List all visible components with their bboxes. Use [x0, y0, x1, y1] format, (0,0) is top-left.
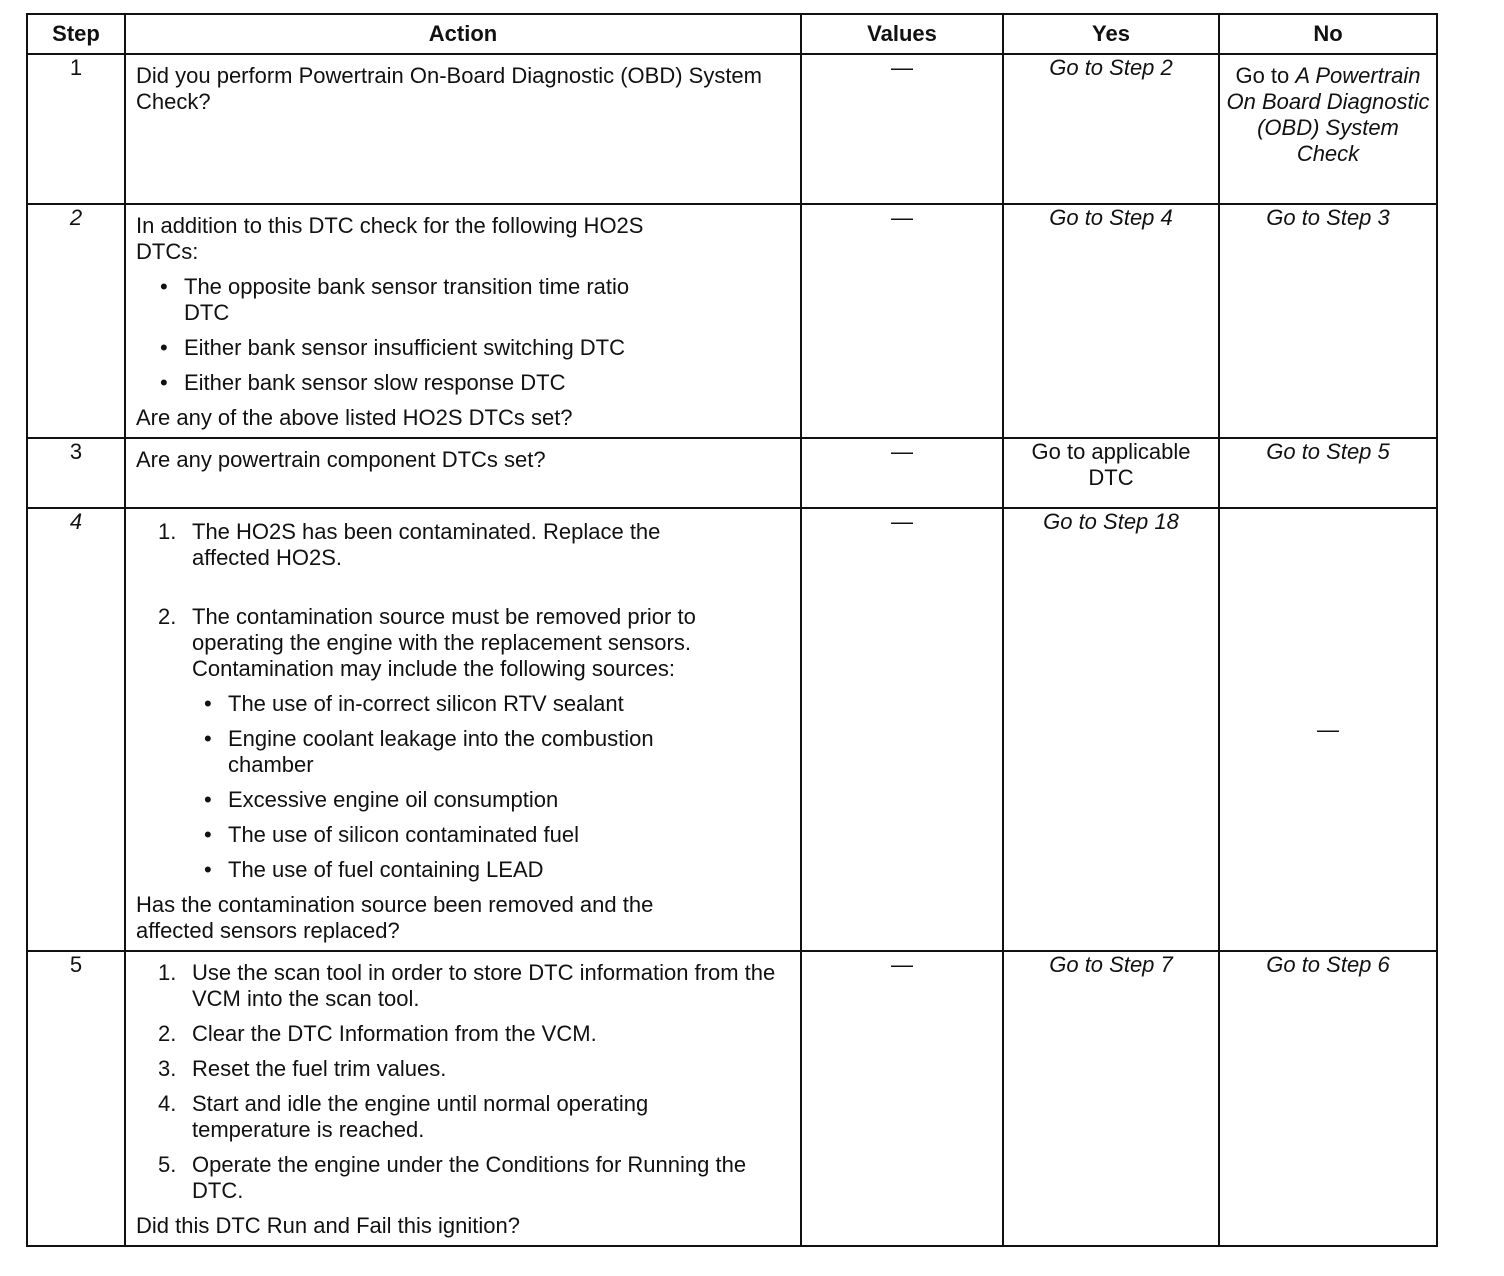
- list-item: • Excessive engine oil consumption: [136, 787, 790, 813]
- item-number: 1.: [158, 960, 177, 985]
- action-intro: In addition to this DTC check for the following HO2S DTCs:: [136, 213, 644, 264]
- header-yes: Yes: [1003, 14, 1219, 54]
- diagnostic-table: [26, 13, 1438, 1247]
- values-cell: —: [801, 508, 1003, 951]
- action-cell: [125, 438, 801, 508]
- action-question: Has the contamination source been removed and the affected sensors replaced?: [136, 892, 654, 943]
- yes-cell: Go to Step 4: [1003, 204, 1219, 438]
- no-cell: [1219, 54, 1437, 204]
- action-question: Are any of the above listed HO2S DTCs set?: [136, 405, 573, 430]
- header-action: Action: [125, 14, 801, 54]
- item-text: The contamination source must be removed prior to operating the engine with the replacement sensors. Contamination may include the following sources:: [192, 604, 696, 681]
- list-item: • Engine coolant leakage into the combustion chamber: [136, 726, 790, 778]
- step-number: 3: [27, 438, 125, 508]
- step-number: 1: [27, 54, 125, 204]
- list-item: [136, 1091, 790, 1143]
- values-cell: —: [801, 438, 1003, 508]
- step-number: 4: [27, 508, 125, 951]
- action-cell: [125, 951, 801, 1246]
- step-number: 2: [27, 204, 125, 438]
- header-values: Values: [801, 14, 1003, 54]
- list-item: [136, 960, 790, 1012]
- list-item: [136, 1056, 790, 1082]
- table-row-step-1: [27, 54, 1437, 204]
- yes-cell: Go to Step 2: [1003, 54, 1219, 204]
- item-number: 4.: [158, 1091, 177, 1116]
- yes-cell: Go to Step 7: [1003, 951, 1219, 1246]
- no-link-text: A Powertrain On Board Diagnostic (OBD) System Check: [1226, 63, 1430, 166]
- item-text: Reset the fuel trim values.: [192, 1056, 447, 1081]
- values-cell: —: [801, 54, 1003, 204]
- list-item: • The opposite bank sensor transition time ratio DTC: [136, 274, 650, 326]
- item-text: Use the scan tool in order to store DTC information from the VCM into the scan tool.: [192, 960, 776, 1011]
- list-item: • The use of silicon contaminated fuel: [136, 822, 790, 848]
- item-number: 3.: [158, 1056, 177, 1081]
- item-number: 2.: [158, 1021, 177, 1046]
- no-cell: Go to Step 3: [1219, 204, 1437, 438]
- no-prefix: Go to: [1235, 63, 1290, 88]
- list-item: [136, 1021, 790, 1047]
- action-text: Are any powertrain component DTCs set?: [136, 447, 546, 472]
- table-row-step-2: [27, 204, 1437, 438]
- list-item: • The use of in-correct silicon RTV sealant: [136, 691, 790, 717]
- list-item: • Either bank sensor insufficient switching DTC: [136, 335, 650, 361]
- list-item: [136, 604, 790, 682]
- table-row-step-3: [27, 438, 1437, 508]
- no-cell: Go to Step 5: [1219, 438, 1437, 508]
- list-item: [136, 1152, 790, 1204]
- action-cell: [125, 508, 801, 951]
- yes-cell: Go to Step 18: [1003, 508, 1219, 951]
- action-text: Did you perform Powertrain On-Board Diagnostic (OBD) System Check?: [136, 63, 762, 114]
- item-text: Operate the engine under the Conditions for Running the DTC.: [192, 1152, 747, 1203]
- item-text: Start and idle the engine until normal operating temperature is reached.: [192, 1091, 649, 1142]
- list-item: • Either bank sensor slow response DTC: [136, 370, 650, 396]
- item-text: Clear the DTC Information from the VCM.: [192, 1021, 597, 1046]
- table-row-step-4: [27, 508, 1437, 951]
- header-no: No: [1219, 14, 1437, 54]
- step-number: 5: [27, 951, 125, 1246]
- values-cell: —: [801, 204, 1003, 438]
- item-number: 1.: [158, 519, 177, 544]
- values-cell: —: [801, 951, 1003, 1246]
- action-question: Did this DTC Run and Fail this ignition?: [136, 1213, 520, 1238]
- list-item: • The use of fuel containing LEAD: [136, 857, 790, 883]
- item-text: The HO2S has been contaminated. Replace the affected HO2S.: [192, 519, 661, 570]
- header-row: [27, 14, 1437, 54]
- no-cell: —: [1219, 508, 1437, 951]
- action-cell: [125, 204, 801, 438]
- item-number: 5.: [158, 1152, 177, 1177]
- action-cell: [125, 54, 801, 204]
- item-number: 2.: [158, 604, 177, 629]
- table-row-step-5: [27, 951, 1437, 1246]
- header-step: Step: [27, 14, 125, 54]
- yes-cell: Go to applicable DTC: [1003, 438, 1219, 508]
- no-cell: Go to Step 6: [1219, 951, 1437, 1246]
- list-item: [136, 519, 790, 571]
